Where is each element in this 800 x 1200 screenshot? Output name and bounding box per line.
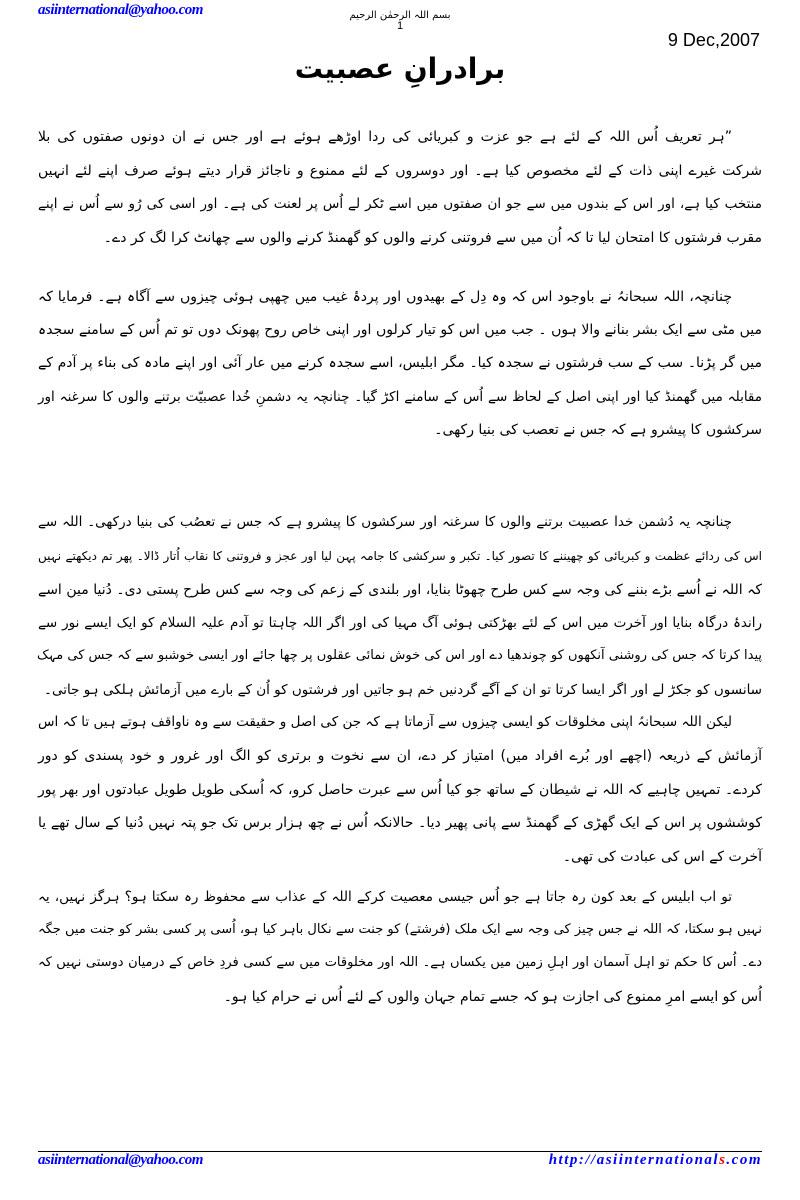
text-line: میں مٹی سے ایک بشر بنانے والا ہوں ۔ جب میں اس کو تیار کرلوں اور اپنی خاص روح پھونک دوں تو تم اُس کے سامنے سجدہ	[38, 322, 762, 338]
page-number: 1	[396, 20, 404, 32]
text-line: آزمائش کے ذریعہ (اچھے اور بُرے افراد میں) امتیاز کر دے، ان سے نخوت و برتری کو الگ اور غرور و خود پسندی کو دور	[38, 748, 762, 764]
url-suffix: .com	[726, 1152, 762, 1168]
text-line: ”ہر تعریف اُس اللہ کے لئے ہے جو عزت و کبریائی کی ردا اوڑھے ہوئے ہے اور جس نے ان دونوں صفتوں کی بلا	[38, 129, 732, 145]
text-line: کہ اللہ نے اُسے بڑے بننے کی وجہ سے کس طرح چھوٹا بنایا، اور بلندی کے زعم کی وجہ سے کس طرح پستی دی۔ دُنیا مین اسے	[38, 582, 762, 598]
text-line: سانسوں کو جکڑ لے اور اگر ایسا کرتا تو ان کے آگے گردنیں خم ہو جاتیں اور فرشتوں کو اُن کے بارے میں آزمائش ہلکی ہو جاتی۔	[44, 682, 762, 698]
text-line: تو اب ابلیس کے بعد کون رہ جاتا ہے جو اُس جیسی معصیت کرکے اللہ کے عذاب سے محفوظ رہ سکتا ہو؟ ہرگز نہیں، یہ	[38, 889, 732, 905]
text-line: چنانچہ یہ دُشمن خدا عصبیت برتنے والوں کا سرغنہ اور سرکشوں کا پیشرو ہے کہ جس نے تعصُب کی بنیا درکھی۔ اللہ سے	[38, 514, 732, 530]
text-line: لیکن اللہ سبحانہُ اپنی مخلوقات کو ایسی چیزوں سے آزماتا ہے کہ جن کی اصل و حقیقت سے وہ ناواقف ہوتے ہیں تا کہ اس	[38, 714, 732, 730]
text-line: راندۂ درگاہ بنایا اور آخرت میں اس کے لئے بھڑکتی ہوئی آگ مہیا کی اور اگر اللہ چاہتا تو آدم علیہ السلام کو ایک ایسے نور سے	[38, 615, 762, 631]
header-email-link[interactable]: asiinternational@yahoo.com	[38, 2, 203, 18]
text-line: میں گر پڑنا۔ سب کے سب فرشتوں نے سجدہ کیا۔ مگر ابلیس، اسے سجدہ کرنے میں عار آئی اور اپنے مادہ کی بناء پر آدم کے	[38, 355, 762, 371]
url-accent: s	[719, 1152, 727, 1168]
url-prefix: http://asiinternational	[548, 1152, 720, 1168]
text-line: دے۔ اُس کا حکم تو اہل آسمان اور اہلِ زمین میں یکساں ہے۔ اللہ اور مخلوقات میں سے کسی فردِ خاص کے درمیان دوستی نہیں کہ	[38, 955, 762, 970]
text-line: مقابلہ میں گھمنڈ کیا اور اپنی اصل کے لحاظ سے اُس کے سامنے اکڑ گیا۔ چنانچہ یہ دشمنِ خُدا عصبیّت برتنے والوں کا سرغنہ اور	[38, 389, 762, 405]
text-line: مقرب فرشتوں کا امتحان لیا تا کہ اُن میں سے فروتنی کرنے والوں کو گھمنڈ کرنے والوں سے چھانٹ کرا لگ کر دے۔	[103, 230, 762, 246]
bismillah: بسم اللہ الرحمٰن الرحیم	[349, 10, 451, 21]
text-line: منتخب کیا ہے، اور اس کے بندوں میں سے جو ان صفتوں میں اسے ٹکر لے اُس پر لعنت کی ہے۔ اور اسی کی رُو سے اُس نے اپنے	[38, 196, 762, 212]
page-title: برادرانِ عصبیت	[294, 52, 506, 85]
text-line: اُس کو ایسے امرِ ممنوع کی اجازت ہو کہ جسے تمام جہان والوں کے لئے اُس نے حرام کیا ہو۔	[223, 989, 762, 1005]
text-line: کردے۔ تمہیں چاہیے کہ اللہ نے شیطان کے ساتھ جو کیا اُس سے عبرت حاصل کرو، کہ اُسکی طویل طویل عبادتوں اور بھر پور	[38, 782, 762, 798]
document-date: 9 Dec,2007	[667, 30, 760, 50]
text-line: سرکشوں کا پیشرو ہے کہ جس نے تعصب کی بنیا رکھی۔	[434, 422, 762, 438]
text-line: چنانچہ، اللہ سبحانہُ نے باوجود اس کہ وہ دِل کے بھیدوں اور پردۂ غیب میں چھپی ہوئی چیزوں سے آگاہ ہے۔ فرمایا کہ	[38, 289, 732, 305]
footer-website-link[interactable]	[549, 1152, 762, 1169]
footer-email-link[interactable]: asiinternational@yahoo.com	[38, 1152, 203, 1168]
text-line: پیدا کرتا کہ جس کی روشنی آنکھوں کو چوندھیا دے اور اس کی خوش نمائی عقلوں پر چھا جائے اور ایسی خوشبو سے کہ جس کی مہک	[37, 648, 762, 663]
text-line: نہیں ہو سکتا، کہ اللہ نے جس چیز کی وجہ سے ایک ملک (فرشتے) کو جنت سے نکال باہر کیا ہو، اُسی پر کسی بشر کو جنت میں جگہ	[38, 922, 762, 937]
text-line: آخرت کے اس کی عبادت کی تھی۔	[562, 849, 762, 865]
text-line: اس کی ردائے عظمت و کبریائی کو چھیننے کا تصور کیا۔ تکبر و سرکشی کا جامہ پہن لیا اور عجز و فروتنی کا نقاب اُتار ڈالا۔ پھر تم دیکھتے نہیں	[38, 549, 762, 563]
text-line: کوششوں پر اس کے ایک گھڑی کے گھمنڈ سے پانی پھیر دیا۔ حالانکہ اُس نے چھ ہزار برس تک جو پتہ نہیں دُنیا کے سال تھے یا	[38, 815, 762, 831]
text-line: شرکت غیرے اپنی ذات کے لئے مخصوص کیا ہے۔ اور دوسروں کے لئے ممنوع و ناجائز قرار دیتے ہوئے صرف اپنے لئے انہیں	[38, 163, 762, 179]
